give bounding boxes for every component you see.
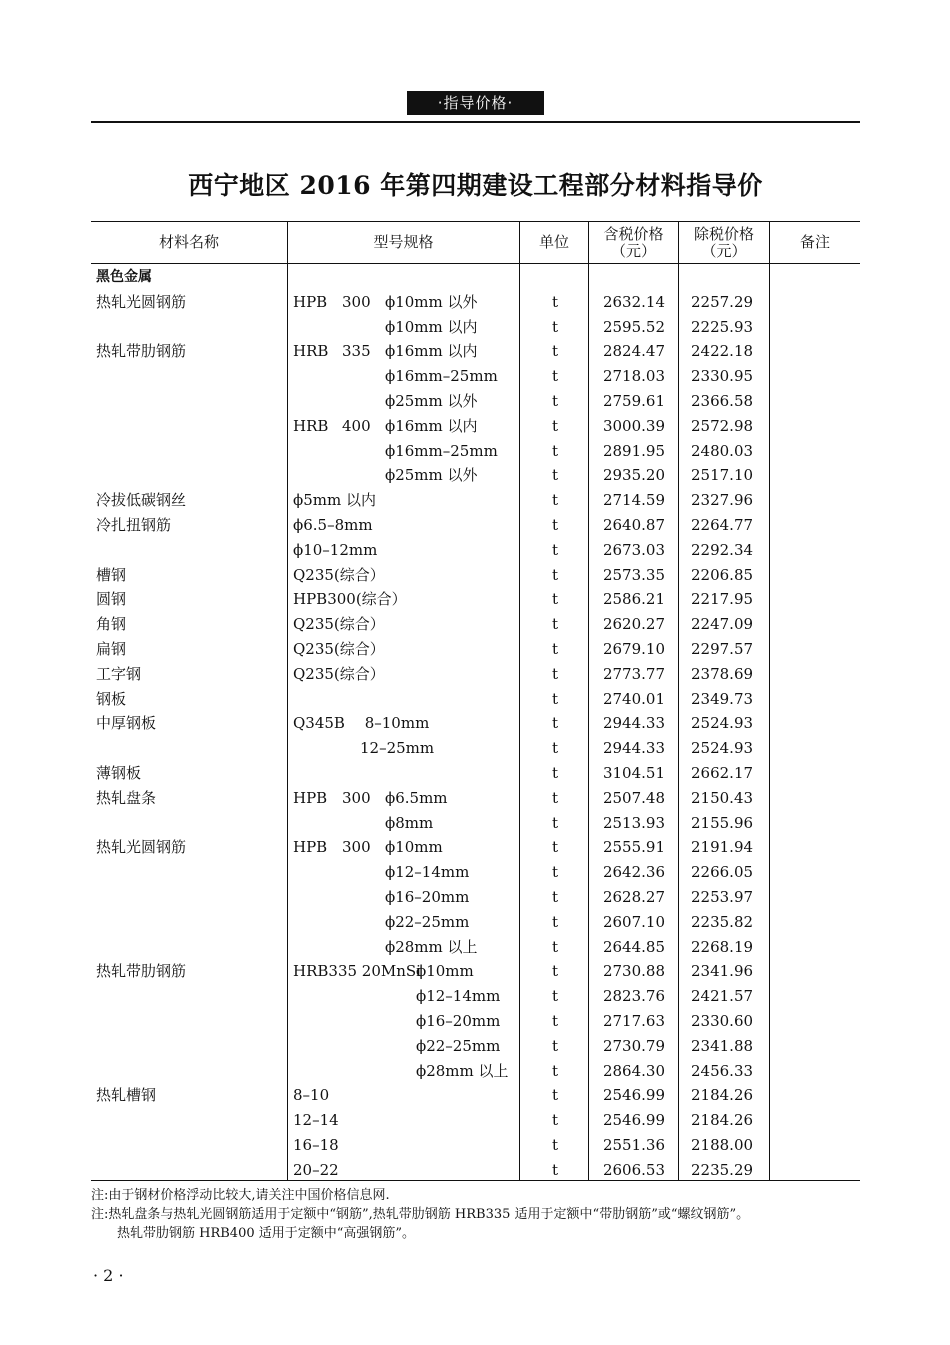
- spec-grade: HPB: [293, 292, 328, 311]
- table-row: [91, 1108, 860, 1133]
- price-with-tax: 2546.99: [602, 1111, 665, 1130]
- price-with-tax: 2935.20: [602, 466, 665, 485]
- price-with-tax: 2944.33: [602, 739, 665, 758]
- material-name: 薄钢板: [96, 763, 142, 782]
- unit-cell: t: [551, 317, 559, 336]
- price-with-tax: 2628.27: [602, 887, 665, 906]
- table-row: [91, 662, 860, 687]
- table-row: [91, 315, 860, 340]
- price-with-tax: 2606.53: [602, 1160, 665, 1179]
- price-with-tax: 2673.03: [602, 540, 665, 559]
- spec-diameter: ϕ16–20mm: [385, 887, 470, 906]
- price-without-tax: 2225.93: [691, 317, 754, 336]
- unit-cell: t: [551, 1135, 559, 1154]
- table-row: [91, 1133, 860, 1158]
- price-without-tax: 2330.95: [691, 367, 754, 386]
- table-row: [91, 538, 860, 563]
- table-row: [91, 885, 860, 910]
- unit-cell: t: [551, 515, 559, 534]
- note-line: 热轧带肋钢筋 HRB400 适用于定额中“高强钢筋”。: [91, 1226, 416, 1241]
- spec-text: Q235(综合）: [293, 565, 385, 584]
- price-without-tax: 2206.85: [691, 565, 754, 584]
- unit-cell: t: [551, 763, 559, 782]
- spec-number: 335: [342, 342, 371, 361]
- price-without-tax: 2155.96: [691, 813, 754, 832]
- notes: [91, 1186, 860, 1243]
- spec-number: 400: [342, 416, 371, 435]
- price-without-tax: 2217.95: [691, 590, 754, 609]
- unit-cell: t: [551, 1011, 559, 1030]
- price-table: [91, 221, 860, 1181]
- price-without-tax: 2292.34: [691, 540, 754, 559]
- spec-diameter: ϕ10mm 以外: [385, 292, 478, 311]
- note-line: 注:由于钢材价格浮动比较大,请关注中国价格信息网.: [91, 1188, 390, 1203]
- price-without-tax: 2264.77: [691, 515, 754, 534]
- unit-cell: t: [551, 565, 559, 584]
- unit-cell: t: [551, 714, 559, 733]
- spec-diameter: ϕ10mm 以内: [385, 317, 478, 336]
- price-with-tax: 2679.10: [602, 639, 665, 658]
- material-name: 圆钢: [96, 590, 127, 609]
- price-with-tax: 3104.51: [602, 763, 665, 782]
- table-row: [91, 439, 860, 464]
- spec-number: 300: [342, 788, 371, 807]
- spec-grade: HPB: [293, 838, 328, 857]
- spec-text: ϕ5mm 以内: [293, 491, 376, 510]
- table-row: [91, 959, 860, 984]
- material-name: 热轧光圆钢筋: [96, 292, 187, 311]
- price-without-tax: 2247.09: [691, 615, 754, 634]
- unit-cell: t: [551, 540, 559, 559]
- price-without-tax: 2327.96: [691, 491, 754, 510]
- table-row: [91, 1083, 860, 1108]
- spec-text: Q345B 8–10mm: [293, 714, 430, 733]
- price-without-tax: 2378.69: [691, 664, 754, 683]
- material-name: 冷拔低碳钢丝: [96, 491, 187, 510]
- price-with-tax: 2773.77: [602, 664, 665, 683]
- unit-cell: t: [551, 664, 559, 683]
- unit-cell: t: [551, 962, 559, 981]
- spec-diameter: ϕ16mm–25mm: [385, 367, 498, 386]
- spec-text: ϕ6.5–8mm: [293, 515, 373, 534]
- spec-diameter: ϕ6.5mm: [385, 788, 448, 807]
- price-with-tax: 2546.99: [602, 1086, 665, 1105]
- table-row: [91, 389, 860, 414]
- price-with-tax: 2864.30: [602, 1061, 665, 1080]
- price-with-tax: 2644.85: [602, 937, 665, 956]
- unit-cell: t: [551, 987, 559, 1006]
- price-with-tax: 2620.27: [602, 615, 665, 634]
- page-title: 西宁地区 2016 年第四期建设工程部分材料指导价: [188, 171, 763, 200]
- price-without-tax: 2184.26: [691, 1086, 754, 1105]
- price-without-tax: 2524.93: [691, 714, 754, 733]
- price-without-tax: 2456.33: [691, 1061, 754, 1080]
- price-with-tax: 2740.01: [602, 689, 665, 708]
- price-with-tax: 2824.47: [602, 342, 665, 361]
- unit-cell: t: [551, 937, 559, 956]
- spec-diameter: ϕ16mm 以内: [385, 342, 478, 361]
- table-row: [91, 1059, 860, 1084]
- price-without-tax: 2349.73: [691, 689, 754, 708]
- table-body: [91, 265, 860, 1182]
- spec-diameter: ϕ25mm 以外: [385, 391, 478, 410]
- unit-cell: t: [551, 1036, 559, 1055]
- table-row: [91, 364, 860, 389]
- price-without-tax: 2330.60: [691, 1011, 754, 1030]
- table-row: [91, 612, 860, 637]
- unit-cell: t: [551, 912, 559, 931]
- unit-cell: t: [551, 1160, 559, 1179]
- table-row: [91, 835, 860, 860]
- price-with-tax: 2718.03: [602, 367, 665, 386]
- table-row: [91, 563, 860, 588]
- unit-cell: t: [551, 813, 559, 832]
- material-name: 扁钢: [96, 639, 127, 658]
- header-price-notax: 除税价格 （元）: [693, 224, 754, 260]
- table-row: [91, 786, 860, 811]
- category-label: 黑色金属: [96, 269, 152, 285]
- unit-cell: t: [551, 838, 559, 857]
- unit-cell: t: [551, 1061, 559, 1080]
- unit-cell: t: [551, 367, 559, 386]
- price-with-tax: 2891.95: [602, 441, 665, 460]
- spec-grade: HRB: [293, 342, 329, 361]
- spec-text: HRB335 20MnSi: [293, 962, 421, 981]
- spec-diameter: ϕ12–14mm: [416, 987, 501, 1006]
- price-without-tax: 2480.03: [691, 441, 754, 460]
- header-rule: [91, 121, 860, 123]
- material-name: 钢板: [96, 689, 127, 708]
- table-row: [91, 463, 860, 488]
- price-with-tax: 2573.35: [602, 565, 665, 584]
- unit-cell: t: [551, 466, 559, 485]
- price-without-tax: 2268.19: [691, 937, 754, 956]
- unit-cell: t: [551, 788, 559, 807]
- price-without-tax: 2341.96: [691, 962, 754, 981]
- unit-cell: t: [551, 416, 559, 435]
- price-with-tax: 2642.36: [602, 863, 665, 882]
- unit-cell: t: [551, 863, 559, 882]
- table-row: [91, 1034, 860, 1059]
- price-without-tax: 2235.29: [691, 1160, 754, 1179]
- table-row: [91, 587, 860, 612]
- spec-text: 16–18: [293, 1135, 339, 1154]
- price-without-tax: 2184.26: [691, 1111, 754, 1130]
- material-name: 热轧槽钢: [96, 1086, 157, 1105]
- unit-cell: t: [551, 887, 559, 906]
- table-row: [91, 290, 860, 315]
- table-row: [91, 687, 860, 712]
- unit-cell: t: [551, 739, 559, 758]
- table-row: [91, 1009, 860, 1034]
- price-without-tax: 2253.97: [691, 887, 754, 906]
- table-row: [91, 910, 860, 935]
- price-with-tax: 2632.14: [602, 292, 665, 311]
- price-without-tax: 2517.10: [691, 466, 754, 485]
- material-name: 热轧盘条: [96, 788, 157, 807]
- table-row: [91, 736, 860, 761]
- table-row: [91, 414, 860, 439]
- price-without-tax: 2366.58: [691, 391, 754, 410]
- material-name: 热轧带肋钢筋: [96, 962, 187, 981]
- price-without-tax: 2422.18: [691, 342, 754, 361]
- unit-cell: t: [551, 391, 559, 410]
- header-spec: 型号规格: [373, 233, 434, 251]
- header-unit: 单位: [538, 233, 569, 251]
- table-row: [91, 513, 860, 538]
- spec-text: 20–22: [293, 1160, 339, 1179]
- spec-diameter: ϕ10mm: [385, 838, 443, 857]
- price-with-tax: 2551.36: [602, 1135, 665, 1154]
- spec-diameter: ϕ28mm 以上: [385, 937, 478, 956]
- header-divider: [91, 263, 860, 264]
- spec-diameter: ϕ8mm: [385, 813, 434, 832]
- unit-cell: t: [551, 1111, 559, 1130]
- material-name: 角钢: [96, 615, 127, 634]
- price-with-tax: 2730.88: [602, 962, 665, 981]
- unit-cell: t: [551, 292, 559, 311]
- price-with-tax: 2607.10: [602, 912, 665, 931]
- spec-text: HPB300(综合）: [293, 590, 407, 609]
- price-without-tax: 2662.17: [691, 763, 754, 782]
- price-without-tax: 2235.82: [691, 912, 754, 931]
- spec-number: 300: [342, 838, 371, 857]
- spec-number: 300: [342, 292, 371, 311]
- page-number: · 2 ·: [93, 1266, 124, 1285]
- unit-cell: t: [551, 491, 559, 510]
- table-row: [91, 339, 860, 364]
- table-row: [91, 811, 860, 836]
- material-name: 槽钢: [96, 565, 127, 584]
- material-name: 工字钢: [96, 664, 142, 683]
- table-row: [91, 984, 860, 1009]
- spec-diameter: ϕ12–14mm: [385, 863, 470, 882]
- spec-diameter: ϕ10mm: [416, 962, 474, 981]
- section-tag: ·指导价格·: [407, 91, 544, 115]
- price-without-tax: 2341.88: [691, 1036, 754, 1055]
- material-name: 中厚钢板: [96, 714, 157, 733]
- unit-cell: t: [551, 1086, 559, 1105]
- spec-diameter: ϕ28mm 以上: [416, 1061, 509, 1080]
- price-with-tax: 2513.93: [602, 813, 665, 832]
- spec-text: 8–10: [293, 1086, 330, 1105]
- unit-cell: t: [551, 590, 559, 609]
- spec-diameter: ϕ16mm–25mm: [385, 441, 498, 460]
- price-without-tax: 2297.57: [691, 639, 754, 658]
- table-row: [91, 935, 860, 960]
- price-without-tax: 2191.94: [691, 838, 754, 857]
- category-row: [91, 265, 860, 290]
- price-with-tax: 2507.48: [602, 788, 665, 807]
- spec-grade: HRB: [293, 416, 329, 435]
- price-without-tax: 2524.93: [691, 739, 754, 758]
- header-price-tax: 含税价格 （元）: [603, 224, 664, 260]
- spec-diameter: ϕ16mm 以内: [385, 416, 478, 435]
- table-row: [91, 1158, 860, 1183]
- spec-text: 12–25mm: [360, 739, 435, 758]
- spec-text: ϕ10–12mm: [293, 540, 378, 559]
- price-with-tax: 2730.79: [602, 1036, 665, 1055]
- material-name: 热轧光圆钢筋: [96, 838, 187, 857]
- material-name: 热轧带肋钢筋: [96, 342, 187, 361]
- price-with-tax: 2944.33: [602, 714, 665, 733]
- spec-diameter: ϕ25mm 以外: [385, 466, 478, 485]
- note-line: 注:热轧盘条与热轧光圆钢筋适用于定额中“钢筋”,热轧带肋钢筋 HRB335 适用于定额中“带肋钢筋”或“螺纹钢筋”。: [91, 1207, 750, 1222]
- header-name: 材料名称: [158, 233, 219, 251]
- spec-text: Q235(综合）: [293, 664, 385, 683]
- price-with-tax: 2717.63: [602, 1011, 665, 1030]
- price-with-tax: 2640.87: [602, 515, 665, 534]
- unit-cell: t: [551, 441, 559, 460]
- spec-text: 12–14: [293, 1111, 339, 1130]
- price-with-tax: 2595.52: [602, 317, 665, 336]
- spec-diameter: ϕ22–25mm: [416, 1036, 501, 1055]
- spec-text: Q235(综合）: [293, 639, 385, 658]
- spec-diameter: ϕ22–25mm: [385, 912, 470, 931]
- table-row: [91, 711, 860, 736]
- price-without-tax: 2257.29: [691, 292, 754, 311]
- price-with-tax: 2714.59: [602, 491, 665, 510]
- price-without-tax: 2188.00: [691, 1135, 754, 1154]
- table-row: [91, 761, 860, 786]
- price-without-tax: 2421.57: [691, 987, 754, 1006]
- spec-text: Q235(综合）: [293, 615, 385, 634]
- unit-cell: t: [551, 342, 559, 361]
- unit-cell: t: [551, 615, 559, 634]
- table-row: [91, 860, 860, 885]
- spec-grade: HPB: [293, 788, 328, 807]
- header-remark: 备注: [799, 233, 830, 251]
- unit-cell: t: [551, 639, 559, 658]
- spec-diameter: ϕ16–20mm: [416, 1011, 501, 1030]
- material-name: 冷扎扭钢筋: [96, 515, 172, 534]
- price-with-tax: 3000.39: [602, 416, 665, 435]
- price-with-tax: 2823.76: [602, 987, 665, 1006]
- price-with-tax: 2586.21: [602, 590, 665, 609]
- price-with-tax: 2759.61: [602, 391, 665, 410]
- table-row: [91, 637, 860, 662]
- price-without-tax: 2266.05: [691, 863, 754, 882]
- price-with-tax: 2555.91: [602, 838, 665, 857]
- table-row: [91, 488, 860, 513]
- price-without-tax: 2572.98: [691, 416, 754, 435]
- unit-cell: t: [551, 689, 559, 708]
- price-without-tax: 2150.43: [691, 788, 754, 807]
